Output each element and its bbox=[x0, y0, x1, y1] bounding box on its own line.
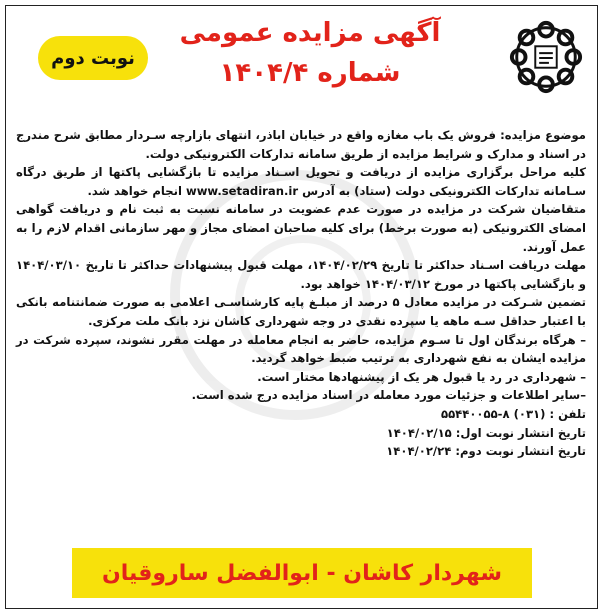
paragraph-guarantee: تضمین شـرکت در مزایده معادل ۵ درصد از مبلـغ پایه کارشناسـی اعلامی به صورت ضمانتنامه بانکی با اعتبار حداقل سـه ماهه یا سپرده نقدی در وجه شهرداری کاشان نزد بانک ملت مرکزی. bbox=[16, 295, 586, 328]
process-text: کلیه مراحل برگزاری مزایده از دریافت و تحویل اسـناد مزایده تا بازگشایی پاکتها از طریق درگاه سـامانه تدارکات الکترونیکی دولت (ستاد) به آدرس bbox=[16, 165, 586, 198]
paragraph-forfeit: – هرگاه برندگان اول تا سـوم مزایده، حاضر به انجام معامله در مهلت مقرر نشوند، سپرده شرکت در مزایده ایشان به نفع شهرداری به ترتیب ضبط خواهد گردید. bbox=[16, 332, 586, 366]
paragraph-rights: – شهرداری در رد یا قبول هر یک از پیشنهادها مختار است. bbox=[257, 369, 586, 384]
publish-second-label: تاریخ انتشار نوبت دوم: bbox=[455, 444, 586, 459]
notice-title bbox=[150, 16, 470, 90]
title-line-1: آگهی مزایده عمومی bbox=[179, 18, 441, 48]
phone-label: تلفن : bbox=[549, 406, 586, 421]
phone-value: ۵۵۴۴۰۰۵۵-۸ (۰۳۱) bbox=[441, 406, 546, 421]
round-badge: نوبت دوم bbox=[38, 36, 148, 80]
signature-banner: شهردار کاشان - ابوالفضل ساروقیان bbox=[72, 548, 532, 598]
publish-date-second bbox=[16, 442, 586, 461]
setad-url-link[interactable]: www.setadiran.ir bbox=[185, 183, 299, 198]
publish-second-value: ۱۴۰۴/۰۲/۲۴ bbox=[386, 444, 452, 459]
publish-first-value: ۱۴۰۴/۰۲/۱۵ bbox=[386, 425, 452, 440]
publish-date-first bbox=[16, 424, 586, 443]
notice-body bbox=[16, 126, 586, 461]
process-text-end: انجام خواهد شد. bbox=[87, 183, 182, 198]
paragraph-process bbox=[16, 163, 586, 200]
kashan-municipality-logo-icon bbox=[507, 18, 585, 96]
paragraph-subject: موضوع مزایده: فروش یک باب مغازه واقع در خیابان اباذر، انتهای بازارچه سـردار مطابق شرح مندرج در اسناد و مدارک و شرایط مزایده از طریق سامانه تدارکات الکترونیکی دولت. bbox=[16, 128, 586, 161]
publish-first-label: تاریخ انتشار نوبت اول: bbox=[455, 425, 586, 440]
phone-line bbox=[16, 405, 586, 424]
paragraph-deadlines: مهلت دریافت اسـناد حداکثر تا تاریخ ۱۴۰۴/۰۲/۲۹، مهلت قبول پیشنهادات حداکثر تا تاریخ ۱۴۰۴/۰۳/۱۰ و بازگشایی پاکتها در مورخ ۱۴۰۴/۰۳/۱۲ خواهد بود. bbox=[16, 258, 587, 291]
title-line-2: شماره ۱۴۰۴/۴ bbox=[219, 58, 401, 88]
paragraph-info: –سایر اطلاعات و جزئیات مورد معامله در اسناد مزایده درج شده است. bbox=[191, 388, 586, 403]
paragraph-registration: متقاضیان شرکت در مزایده در صورت عدم عضویت در سامانه نسبت به ثبت نام و دریافت گواهی امضای الکترونیکی (به صورت برخط) برای کلیه صاحبان امضای مجاز و مهر سازمانی اقدام لازم را به عمل آورند. bbox=[16, 202, 586, 254]
